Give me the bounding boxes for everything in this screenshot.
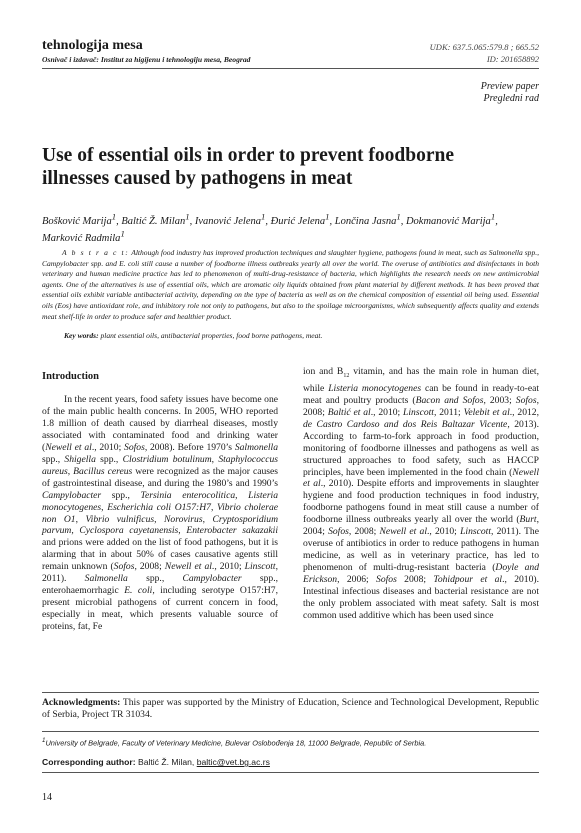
section-heading-introduction: Introduction [42, 371, 99, 382]
body-column-right: ion and $B_{12}$ vitamin, and has the main role in human diet, while Listeria monocytogenes can be found in ready-to-eat meat and poultry products (Bacon and Sofos, 2003; Sofos, 2008; Baltić et al., 2010; Linscott, 2011; Velebit et al., 2012, de Castro Cardoso and dos Reis Baltazar Vicente, 2013). According to farm-to-fork approach in food production, monitoring of foodborne illnesses and pathogens as well as structured approaches to food safety, such as HACCP principles, have been implemented in the food chain (Newell et al., 2010). Despite efforts and improvements in slaughter hygiene and food production techniques in food industry, foodborne pathogens found in meat still cause a number of foodborne illness outbreaks yearly all over the world (Burt, 2004; Sofos, 2008; Newell et al., 2010; Linscott, 2011). The overuse of antibiotics in order to reduce pathogens in human medicine, as well as in veterinary practice, has led to phenomenon of multi-drug-resistant bacteria (Doyle and Erickson, 2006; Sofos 2008; Tohidpour et al., 2010). Intestinal infectious diseases and bacterial resistance are not the only problem associated with meat safety. Salt is most common used additive which has been used since [303, 366, 540, 621]
publisher-line: Osnivač i izdavač: Institut za higijenu i tehnologiju mesa, Beograd [42, 55, 251, 64]
author: Đurić Jelena$^1$, [270, 211, 335, 227]
paper-type-sr: Pregledni rad [483, 93, 539, 104]
bottom-divider [42, 772, 539, 773]
acknowledgments-text: This paper was supported by the Ministry of Education, Science and Technological Development, Republic of Serbia, Project TR 31034. [42, 697, 539, 720]
author: Baltić Ž. Milan$^1$, [121, 211, 195, 227]
abstract-label: A b s t r a c t: [62, 248, 130, 257]
keywords-text: plant essential oils, antibacterial properties, food borne pathogens, meat. [100, 331, 323, 340]
abstract [42, 248, 539, 322]
author: Lončina Jasna$^1$, [334, 211, 406, 227]
keywords-label: Key words: [64, 331, 99, 340]
paper-title: Use of essential oils in order to prevent foodborne illnesses caused by pathogens in meat [42, 145, 455, 189]
footnote-divider [42, 731, 539, 732]
author-list [42, 210, 539, 245]
author: Dokmanović Marija$^1$, [405, 211, 498, 227]
body-column-left: In the recent years, food safety issues have become one of the main public health concerns. In 2005, WHO reported 1.8 million of death caused by diarrheal diseases, mostly associated with contaminated food and drinking water (Newell et al., 2010; Sofos, 2008). Before 1970’s Salmonella spp., Shigella spp., Clostridium botulinum, Staphylococcus aureus, Bacillus cereus were recognized as the major causes of gastrointestinal disease, and during the 1980’s and 1990’s Campylobacter spp., Tersinia enterocolitica, Listeria monocytogenes, Escherichia coli O157:H7, Vibrio cholerae non O1, Vibrio vulnificus, Norovirus, Cryptosporidium parvum, Cyclospora cayetanensis, Enterobacter sakazakii and prions were added on the list of food pathogens, but it is alarming that in about 50% of cases causative agents still remain unknown (Sofos, 2008; Newell et al., 2010; Linscott, 2011). Salmonella spp., Campylobacter spp., enterohaemorrhagic E. coli, including serotype O157:H7, present microbial pathogens of current concern in food, especially in meat, which presents valuable source of proteins, fat, Fe [42, 394, 279, 633]
paper-type-en: Preview paper [480, 81, 539, 92]
id-code: ID: 201658892 [486, 54, 539, 64]
author: Ivanović Jelena$^1$, [194, 211, 271, 227]
corresponding-name: Baltić Ž. Milan, [137, 757, 195, 767]
author: Bošković Marija$^1$, [42, 211, 122, 227]
acknowledgments-label: Acknowledgments: [42, 697, 121, 708]
corresponding-email-link[interactable]: baltic@vet.bg.ac.rs [196, 757, 270, 767]
author: Marković Radmila$^1$ [42, 228, 125, 244]
journal-name: tehnologija mesa [42, 38, 143, 53]
header-divider [42, 68, 539, 69]
abstract-text: Although food industry has improved production techniques and slaughter hygiene, pathogens found in meat, such as Salmonella spp., Campylobacter spp. and E. coli still cause a number of foodborne illness outbreaks yearly all over the world. The overuse of antibiotics and disinfectants in both veterinary and human medicine practice has led to phenomenon of multi-drug-resistance of bacteria, which highlights the research needs on new antimicrobial agents. One of the alternatives is use of essential oils, which are aromatic oily liquids obtained from plant material by different methods. It has been proved that essential oils exhibit variable antibacterial activity, depending on the type of bacteria as well as on the chemical composition of essential oil being used. Essential oils (Eos) have antioxidant role, and inhibitory role not only to pathogens, but also to the spoilage microorganisms, which subsequently affects quality and extends meat shelf-life in order to produce safer and healthier product. [42, 248, 539, 321]
corresponding-author [42, 757, 270, 767]
acknowledgments [42, 697, 539, 721]
page-number: 14 [42, 792, 52, 803]
keywords [64, 331, 322, 341]
footer-divider [42, 692, 539, 693]
affiliation-footnote: $^1$University of Belgrade, Faculty of Veterinary Medicine, Bulevar Oslobođenja 18, 11000 Belgrade, Republic of Serbia. [42, 737, 427, 748]
corresponding-label: Corresponding author: [42, 757, 136, 767]
udk-code: UDK: 637.5.065:579.8 ; 665.52 [429, 42, 539, 52]
